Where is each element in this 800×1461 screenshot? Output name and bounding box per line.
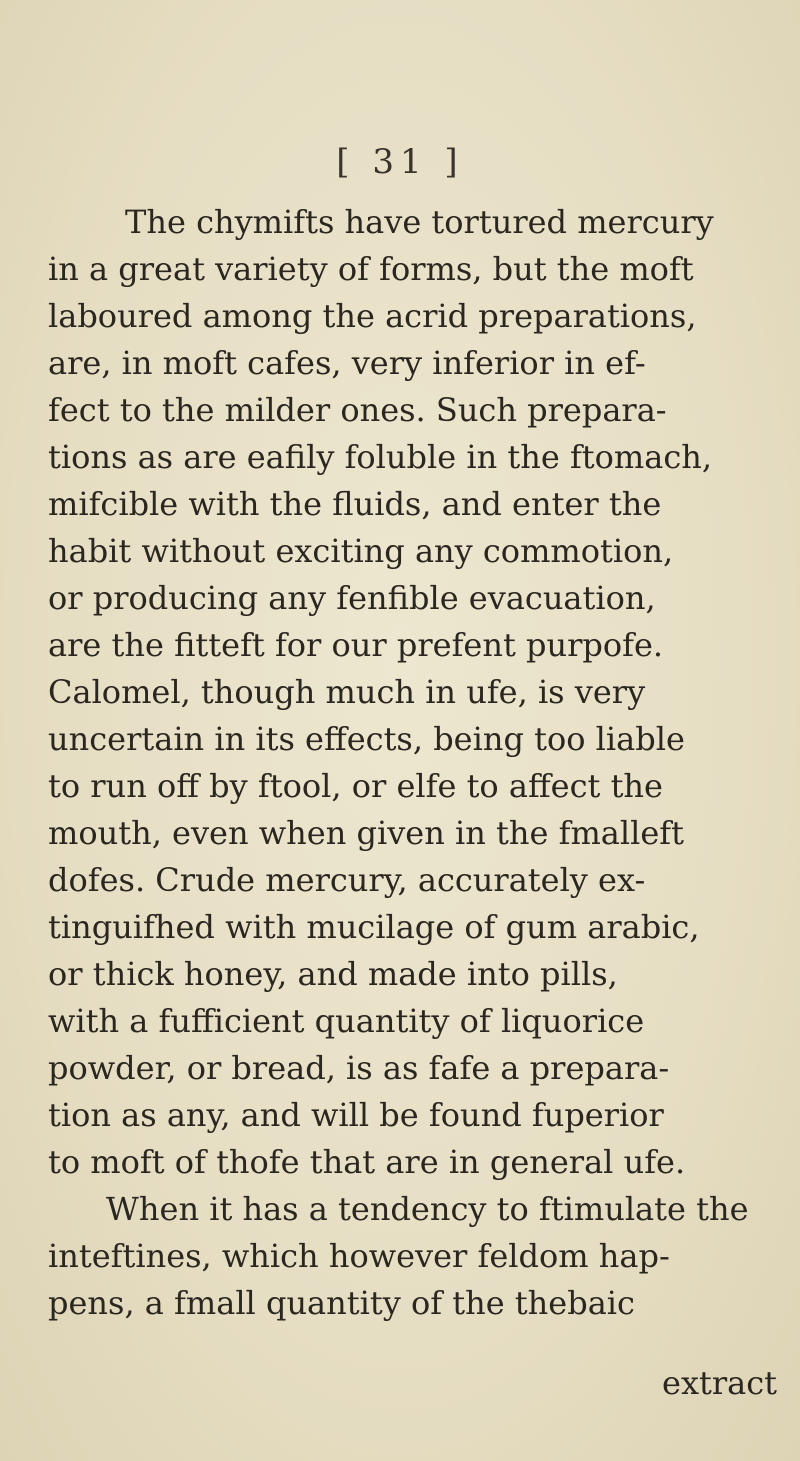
text-line-8: habit without exciting any commotion, bbox=[48, 532, 674, 570]
text-line-16: tinguifhed with mucilage of gum arabic, bbox=[48, 908, 700, 946]
text-line-14: mouth, even when given in the fmalleft bbox=[48, 814, 684, 852]
text-line-4: are, in moft cafes, very inferior in ef- bbox=[48, 344, 646, 382]
text-line-20: tion as any, and will be found fuperior bbox=[48, 1096, 664, 1134]
text-line-17: or thick honey, and made into pills, bbox=[48, 955, 618, 993]
text-line-1: The chymifts have tortured mercury bbox=[125, 203, 714, 241]
text-line-3: laboured among the acrid preparations, bbox=[48, 297, 697, 335]
page-number: [ 31 ] bbox=[336, 142, 464, 182]
text-line-12: uncertain in its effects, being too liable bbox=[48, 720, 685, 758]
text-line-21: to moft of thofe that are in general ufe. bbox=[48, 1143, 686, 1181]
text-line-7: mifcible with the fluids, and enter the bbox=[48, 485, 662, 523]
catchword: extract bbox=[662, 1364, 777, 1402]
text-line-11: Calomel, though much in ufe, is very bbox=[48, 673, 646, 711]
text-line-13: to run off by ftool, or elfe to affect the bbox=[48, 767, 663, 805]
text-line-19: powder, or bread, is as fafe a prepara- bbox=[48, 1049, 670, 1087]
text-line-24: pens, a fmall quantity of the thebaic bbox=[48, 1284, 635, 1322]
text-line-6: tions as are eafily foluble in the ftomach, bbox=[48, 438, 713, 476]
text-line-9: or producing any fenfible evacuation, bbox=[48, 579, 656, 617]
text-line-5: fect to the milder ones. Such prepara- bbox=[48, 391, 667, 429]
text-line-23: inteftines, which however feldom hap- bbox=[48, 1237, 670, 1275]
text-line-15: dofes. Crude mercury, accurately ex- bbox=[48, 861, 646, 899]
text-line-18: with a fufficient quantity of liquorice bbox=[48, 1002, 645, 1040]
text-line-22: When it has a tendency to ftimulate the bbox=[106, 1190, 749, 1228]
text-line-10: are the fitteft for our prefent purpofe. bbox=[48, 626, 664, 664]
text-line-2: in a great variety of forms, but the moft bbox=[48, 250, 694, 288]
